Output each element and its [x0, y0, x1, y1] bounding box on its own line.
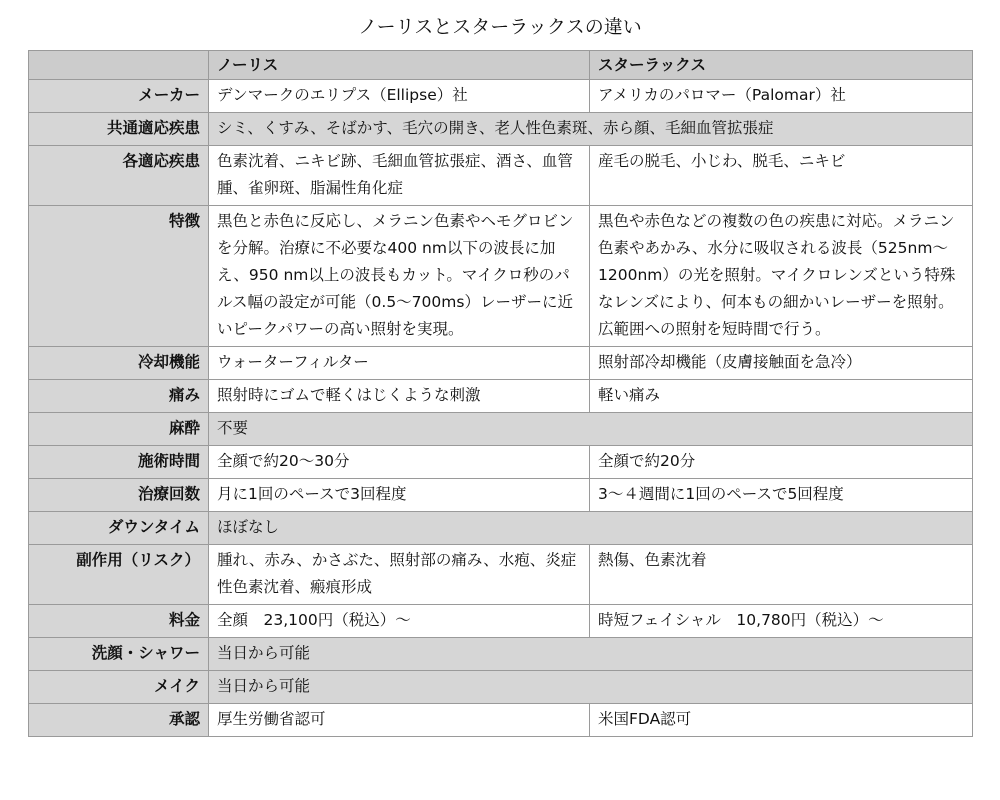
row-label: 冷却機能 [29, 347, 209, 380]
cell-starlux: 軽い痛み [590, 380, 973, 413]
row-label: 麻酔 [29, 413, 209, 446]
row-label: メイク [29, 671, 209, 704]
cell-merged: シミ、くすみ、そばかす、毛穴の開き、老人性色素斑、赤ら顔、毛細血管拡張症 [209, 113, 973, 146]
cell-noris: 照射時にゴムで軽くはじくような刺激 [209, 380, 590, 413]
cell-merged: 当日から可能 [209, 638, 973, 671]
cell-starlux: 産毛の脱毛、小じわ、脱毛、ニキビ [590, 146, 973, 206]
table-header-row [29, 51, 973, 80]
row-label: 副作用（リスク） [29, 545, 209, 605]
row-treatment-count [29, 479, 973, 512]
header-noris: ノーリス [209, 51, 590, 80]
header-blank-cell [29, 51, 209, 80]
cell-noris: 厚生労働省認可 [209, 704, 590, 737]
cell-starlux: 全顔で約20分 [590, 446, 973, 479]
cell-starlux: 米国FDA認可 [590, 704, 973, 737]
row-label: 治療回数 [29, 479, 209, 512]
cell-noris: 全顔で約20〜30分 [209, 446, 590, 479]
row-makeup [29, 671, 973, 704]
cell-noris: 黒色と赤色に反応し、メラニン色素やヘモグロビンを分解。治療に不必要な400 nm以下の波長に加え、950 nm以上の波長もカット。マイクロ秒のパルス幅の設定が可能（0.5〜700ms）レーザーに近いピークパワーの高い照射を実現。 [209, 206, 590, 347]
cell-starlux: 時短フェイシャル 10,780円（税込）〜 [590, 605, 973, 638]
cell-noris: 月に1回のペースで3回程度 [209, 479, 590, 512]
cell-starlux: 黒色や赤色などの複数の色の疾患に対応。メラニン色素やあかみ、水分に吸収される波長（525nm〜1200nm）の光を照射。マイクロレンズという特殊なレンズにより、何本もの細かいレーザーを照射。広範囲への照射を短時間で行う。 [590, 206, 973, 347]
cell-noris: 腫れ、赤み、かさぶた、照射部の痛み、水疱、炎症性色素沈着、瘢痕形成 [209, 545, 590, 605]
row-downtime [29, 512, 973, 545]
cell-starlux: 照射部冷却機能（皮膚接触面を急冷） [590, 347, 973, 380]
row-side-effects [29, 545, 973, 605]
row-approval [29, 704, 973, 737]
comparison-table [28, 50, 973, 737]
row-label: 特徴 [29, 206, 209, 347]
row-cooling [29, 347, 973, 380]
cell-starlux: 3〜４週間に1回のペースで5回程度 [590, 479, 973, 512]
row-label: 料金 [29, 605, 209, 638]
row-maker [29, 80, 973, 113]
page-title: ノーリスとスターラックスの違い [358, 15, 642, 38]
cell-noris: デンマークのエリプス（Ellipse）社 [209, 80, 590, 113]
row-common-indications [29, 113, 973, 146]
row-label: ダウンタイム [29, 512, 209, 545]
cell-noris: 全顔 23,100円（税込）〜 [209, 605, 590, 638]
row-label: 施術時間 [29, 446, 209, 479]
row-pain [29, 380, 973, 413]
row-label: 承認 [29, 704, 209, 737]
row-label: 各適応疾患 [29, 146, 209, 206]
cell-starlux: 熱傷、色素沈着 [590, 545, 973, 605]
cell-merged: ほぼなし [209, 512, 973, 545]
row-each-indications [29, 146, 973, 206]
cell-noris: ウォーターフィルター [209, 347, 590, 380]
row-anesthesia [29, 413, 973, 446]
row-label: 共通適応疾患 [29, 113, 209, 146]
row-treatment-time [29, 446, 973, 479]
row-wash-shower [29, 638, 973, 671]
row-label: 洗顔・シャワー [29, 638, 209, 671]
row-label: 痛み [29, 380, 209, 413]
cell-merged: 不要 [209, 413, 973, 446]
cell-noris: 色素沈着、ニキビ跡、毛細血管拡張症、酒さ、血管腫、雀卵斑、脂漏性角化症 [209, 146, 590, 206]
cell-merged: 当日から可能 [209, 671, 973, 704]
row-price [29, 605, 973, 638]
row-features [29, 206, 973, 347]
header-starlux: スターラックス [590, 51, 973, 80]
cell-starlux: アメリカのパロマー（Palomar）社 [590, 80, 973, 113]
row-label: メーカー [29, 80, 209, 113]
